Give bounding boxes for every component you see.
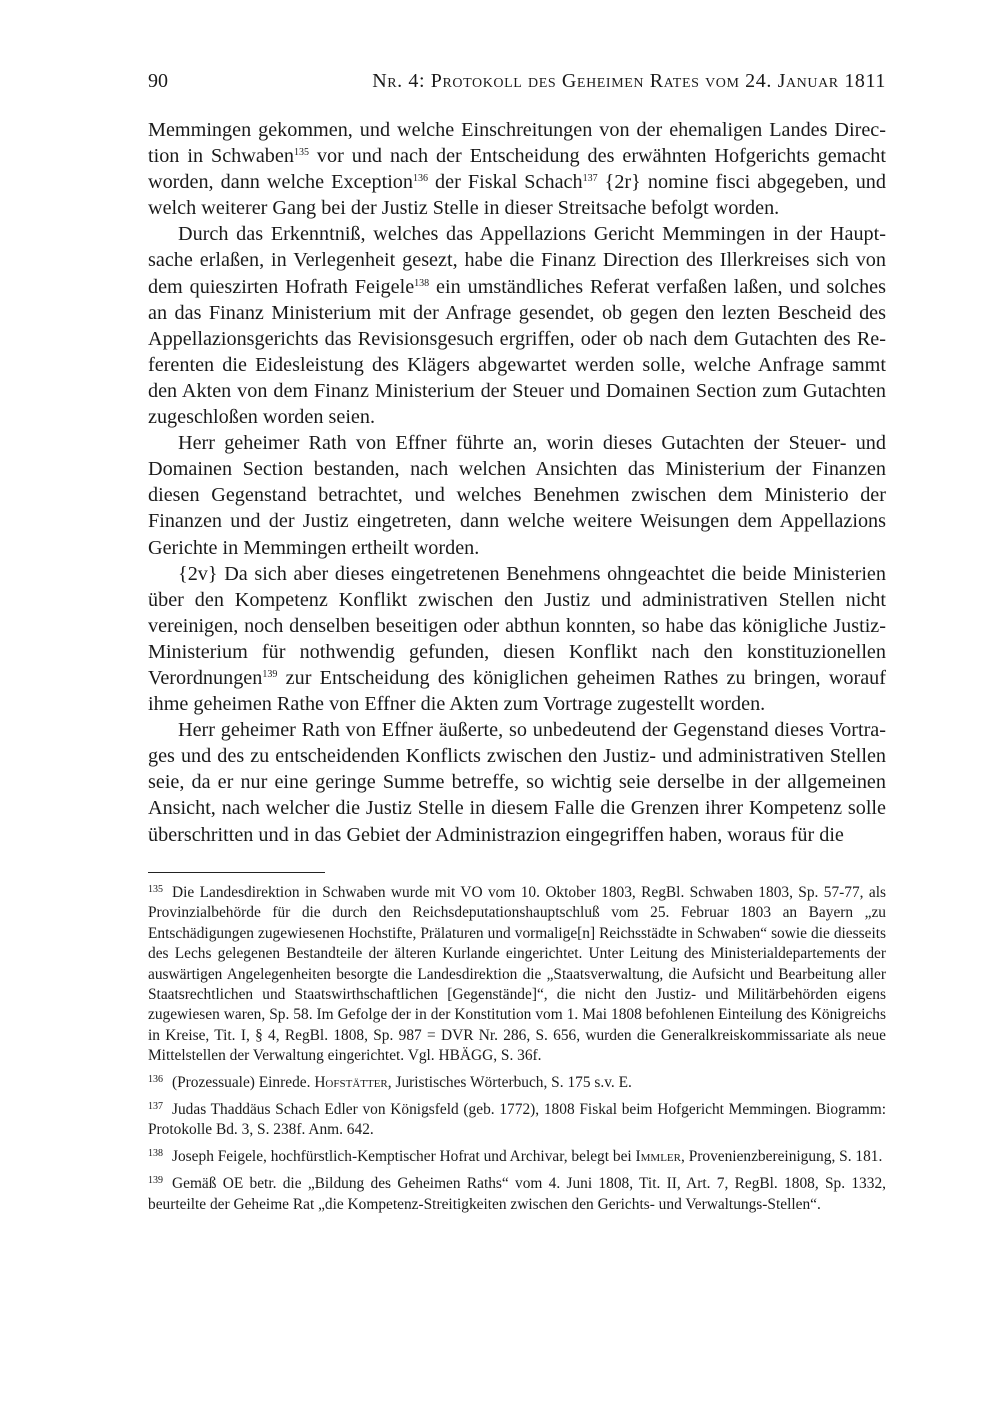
footnote-number: 138 <box>148 1148 163 1160</box>
author-name: Hofstätter <box>314 1074 388 1092</box>
paragraph-5: Herr geheimer Rath von Effner äußerte, so unbedeutend der Gegenstand dieses Vortrages und des zu entscheidenden Konflicts zwischen den Justiz- und administrativen Stellen seie, da er nur eine geringe Summe betreffe, so wichtig seie derselbe in der allgemeinen Ansicht, nach welcher die Justiz Stelle in diesem Falle die Grenzen ihrer Kompetenz solle überschritten und in das Gebiet der Administrazion eingegriffen haben, woraus für die <box>148 719 886 846</box>
footnote-139 <box>148 1174 886 1215</box>
footnote-number: 137 <box>148 1101 163 1113</box>
footnotes <box>148 883 886 1222</box>
paragraph-3: Herr geheimer Rath von Effner führte an, worin dieses Gutachten der Steuer- und Domainen Section bestanden, nach welchen Ansichten das Ministerium der Finanzen diesen Gegenstand betrachtet, und welches Benehmen zwischen dem Ministerio der Finanzen und der Justiz eingetreten, dann welche weitere Weisungen dem Appellazions Gerichte in Memmingen ertheilt worden. <box>148 432 886 559</box>
footnote-number: 136 <box>148 1074 163 1086</box>
footnote-number: 139 <box>148 1175 163 1187</box>
footnote-ref-138[interactable]: 138 <box>414 277 430 289</box>
text-run: zur Entscheidung des königlichen geheimen Rathes zu bringen, worauf ihme geheimen Rathe von Effner die Akten zum Vortrage zugestellt worden. <box>148 666 886 716</box>
footnote-separator <box>148 872 325 873</box>
footnote-ref-139[interactable]: 139 <box>262 668 278 680</box>
page-header <box>148 68 886 94</box>
footnote-136 <box>148 1073 886 1093</box>
text-run: {2v} Da sich aber dieses eingetretenen Benehmens ohngeachtet die beide Ministerien über den Kompetenz Konflikt zwischen den Justiz und administrativen Stellen nicht vereinigen, noch denselben beseitigen oder abthun konnten, so habe das königliche Justiz-Ministerium für nothwendig gefunden, diesen Konflikt nach den konstituzionellen Verordnungen <box>148 562 886 689</box>
text-run: ein umständliches Referat verfaßen laßen, und solches an das Finanz Ministerium mit der Anfrage gesendet, ob gegen den lezten Bescheid des Appellazionsgerichts das Revisionsgesuch ergriffen, oder ob nach dem Gutachten des Referenten die Eidesleistung des Klägers abgewartet werden solle, welche Anfrage sammt den Akten von dem Finanz Ministerium der Steuer und Domainen Section zum Gutachten zugeschloßen worden seien. <box>148 275 886 429</box>
footnote-text: (Prozessuale) Einrede. <box>172 1074 315 1092</box>
main-text <box>148 117 886 848</box>
footnote-text: Die Landesdirektion in Schwaben wurde mit VO vom 10. Oktober 1803, RegBl. Schwaben 1803, Sp. 57-77, als Provinzialbehörde für die durch den Reichsdeputationshauptschluß vom 25. Februar 1803 an Bayern „zu Entschädigungen zugewiesenen Hochstifte, Prälaturen und vormalige[n] Reichsstädte in Schwaben“ sowie die diesseits des Lechs gelegenen Bestandteile der älteren Kurlande eingerichtet. Unter Leitung des Ministerialdepartements der auswärtigen Angelegenheiten besorgte die Landesdirektion die „Staatsverwaltung, die Aufsicht und Bearbeitung aller Staatsrechtlichen und Staatswirthschaftlichen [Gegenstände]“, die nicht den Justiz- und Militärbehörden eigens zugewiesen waren, Sp. 58. Im Gefolge der in der Konstitution vom 1. Mai 1808 befohlenen Einteilung des Königreichs in Kreise, Tit. I, § 4, RegBl. 1808, Sp. 987 = DVR Nr. 286, S. 656, wurden die Generalkreiskommissariate als neue Mittelstellen der Verwaltung eingerichtet. Vgl. HBÄGG, S. 36f. <box>148 884 886 1065</box>
footnote-text: , Provenienzbereinigung, S. 181. <box>681 1148 883 1166</box>
author-name: Immler <box>635 1148 681 1166</box>
text-run: der Fiskal Schach <box>428 171 583 194</box>
footnote-text: Judas Thaddäus Schach Edler von Königsfeld (geb. 1772), 1808 Fiskal beim Hofgericht Memmingen. Biogramm: Protokolle Bd. 3, S. 238f. Anm. 642. <box>148 1101 886 1139</box>
text-run: {2r} nomine fisci abgegeben, und welch weiterer Gang bei der Justiz Stelle in dieser Streitsache befolgt worden. <box>148 171 886 220</box>
running-title: Nr. 4: Protokoll des Geheimen Rates vom 24. Januar 1811 <box>372 70 886 92</box>
text-run: Memmingen gekommen, und welche Einschreitungen von der ehemaligen Landes Direction in Schwaben <box>148 119 886 168</box>
paragraph-1 <box>148 117 886 221</box>
footnote-ref-136[interactable]: 136 <box>413 173 428 185</box>
paragraph-2 <box>148 221 886 430</box>
footnote-text: Gemäß OE betr. die „Bildung des Geheimen Raths“ vom 4. Juni 1808, Tit. II, Art. 7, RegBl. 1808, Sp. 1332, beurteilte der Geheime Rat „die Kompetenz-Streitigkeiten zwischen den Gerichts- und Verwaltungs-Stellen“. <box>148 1175 886 1213</box>
footnote-ref-135[interactable]: 135 <box>293 147 309 159</box>
footnote-text: Joseph Feigele, hochfürstlich-Kemptischer Hofrat und Archivar, belegt bei <box>172 1148 636 1166</box>
text-run: vor und nach der Entscheidung des erwähnten Hofgerichts gemacht worden, dann welche Exception <box>148 145 887 194</box>
footnote-text: , Juristisches Wörterbuch, S. 175 s.v. E. <box>387 1074 632 1092</box>
footnote-138 <box>148 1147 886 1167</box>
footnote-135 <box>148 883 886 1067</box>
paragraph-4 <box>148 561 886 718</box>
page-number: 90 <box>148 70 168 92</box>
text-run: Durch das Erkenntniß, welches das Appellazions Gericht Memmingen in der Hauptsache erlaßen, in Verlegenheit gesezt, habe die Finanz Direction des Illerkreises sich von dem quieszirten Hofrath Feigele <box>148 223 886 298</box>
footnote-ref-137[interactable]: 137 <box>582 173 598 185</box>
footnote-137 <box>148 1100 886 1141</box>
footnote-number: 135 <box>148 884 163 895</box>
